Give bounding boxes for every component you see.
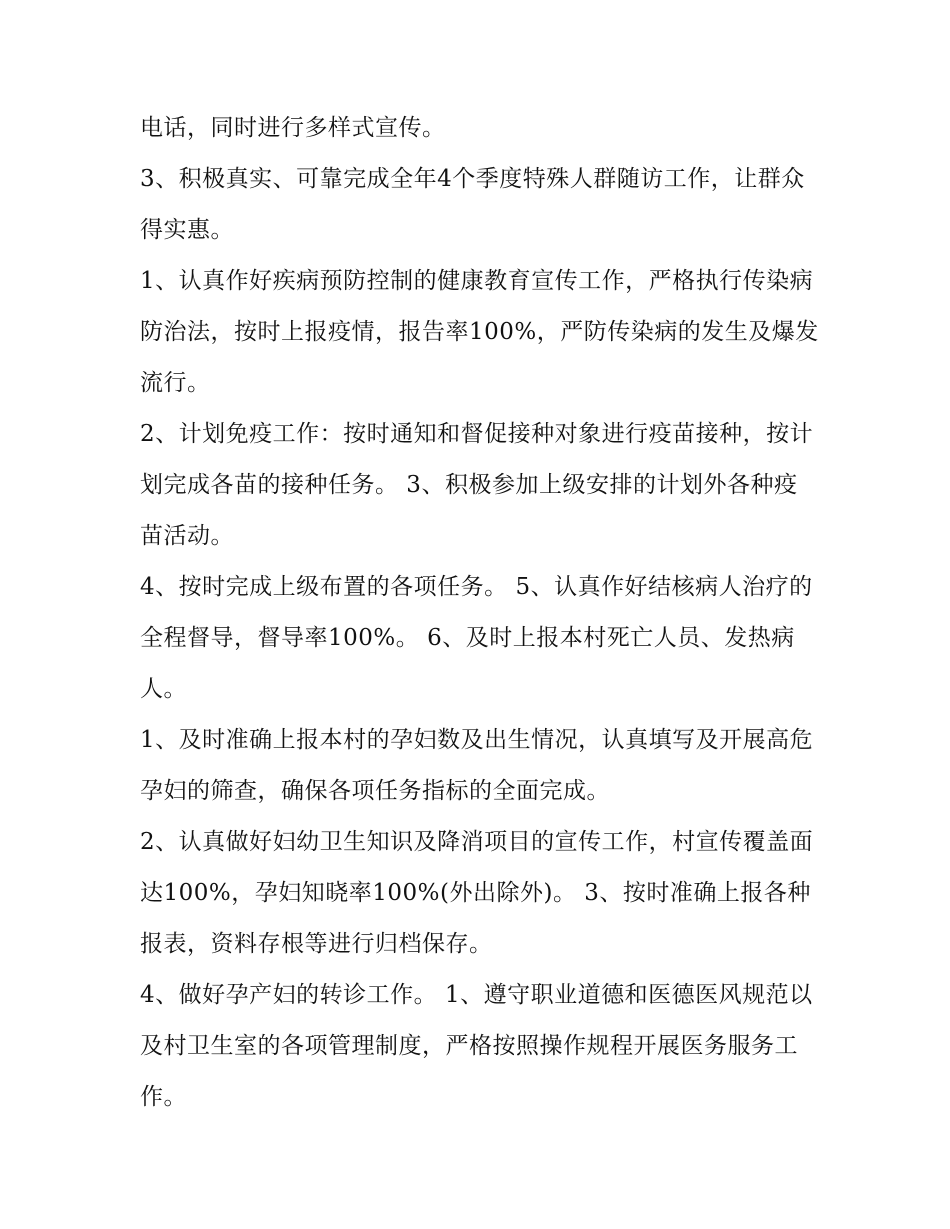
paragraph-4: 2、计划免疫工作：按时通知和督促接种对象进行疫苗接种，按计划完成各苗的接种任务。 3、积极参加上级安排的计划外各种疫苗活动。 xyxy=(140,421,814,549)
paragraph-5: 4、按时完成上级布置的各项任务。 5、认真作好结核病人治疗的全程督导，督导率100%。 6、及时上报本村死亡人员、发热病人。 xyxy=(140,574,813,702)
paragraph-6: 1、及时准确上报本村的孕妇数及出生情况，认真填写及开展高危孕妇的筛查，确保各项任务指标的全面完成。 xyxy=(140,727,814,804)
paragraph-2: 3、积极真实、可靠完成全年4个季度特殊人群随访工作，让群众得实惠。 xyxy=(140,166,805,243)
paragraph-7: 2、认真做好妇幼卫生知识及降消项目的宣传工作，村宣传覆盖面达100%，孕妇知晓率100%(外出除外)。 3、按时准确上报各种报表，资料存根等进行归档保存。 xyxy=(140,829,814,957)
paragraph-1: 电话，同时进行多样式宣传。 xyxy=(140,115,446,141)
document-body xyxy=(140,103,820,1123)
paragraph-3: 1、认真作好疾病预防控制的健康教育宣传工作，严格执行传染病防治法，按时上报疫情，报告率100%，严防传染病的发生及爆发流行。 xyxy=(140,268,819,396)
paragraph-8: 4、做好孕产妇的转诊工作。 1、遵守职业道德和医德医风规范以及村卫生室的各项管理制度，严格按照操作规程开展医务服务工作。 xyxy=(140,982,813,1110)
